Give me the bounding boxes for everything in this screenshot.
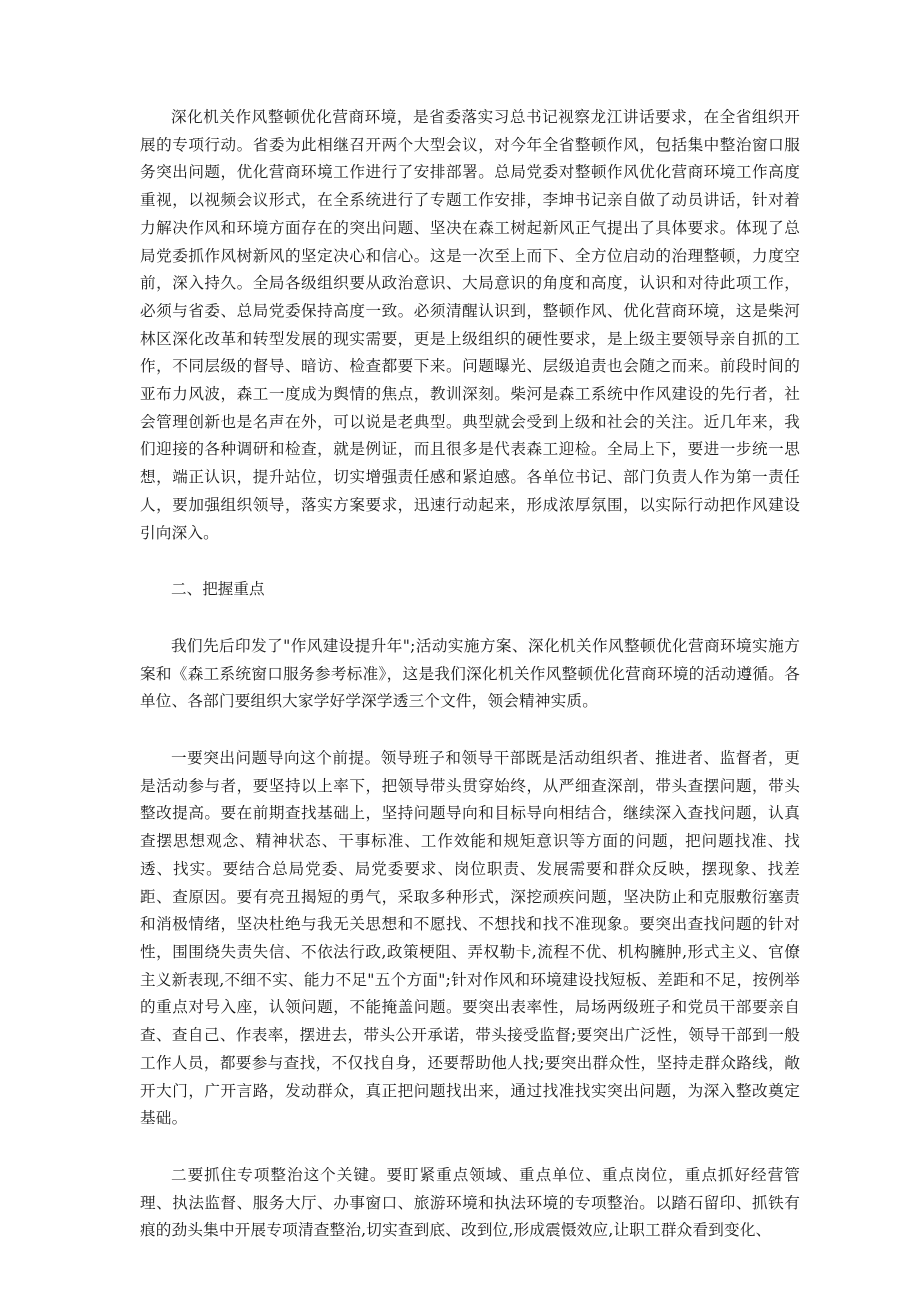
paragraph-intro: 深化机关作风整顿优化营商环境，是省委落实习总书记视察龙江讲话要求，在全省组织开展的专项行动。省委为此相继召开两个大型会议，对今年全省整顿作风，包括集中整治窗口服务突出问题，优化营商环境工作进行了安排部署。总局党委对整顿作风优化营商环境工作高度重视，以视频会议形式，在全系统进行了专题工作安排，李坤书记亲自做了动员讲话，针对着力解决作风和环境方面存在的突出问题、坚决在森工树起新风正气提出了具体要求。体现了总局党委抓作风树新风的坚定决心和信心。这是一次至上而下、全方位启动的治理整顿，力度空前，深入持久。全局各级组织要从政治意识、大局意识的角度和高度，认识和对待此项工作，必须与省委、总局党委保持高度一致。必须清醒认识到，整顿作风、优化营商环境，这是柴河林区深化改革和转型发展的现实需要，更是上级组织的硬性要求，是上级主要领导亲自抓的工作，不同层级的督导、暗访、检查都要下来。问题曝光、层级追责也会随之而来。前段时间的亚布力风波，森工一度成为舆情的焦点，教训深刻。柴河是森工系统中作风建设的先行者，社会管理创新也是名声在外，可以说是老典型。典型就会受到上级和社会的关注。近几年来，我们迎接的各种调研和检查，就是例证，而且很多是代表森工迎检。全局上下，要进一步统一思想，端正认识，提升站位，切实增强责任感和紧迫感。各单位书记、部门负责人作为第一责任人，要加强组织领导，落实方案要求，迅速行动起来，形成浓厚氛围，以实际行动把作风建设引向深入。 <box>140 108 800 542</box>
paragraph-problem-orientation: 一要突出问题导向这个前提。领导班子和领导干部既是活动组织者、推进者、监督者，更是活动参与者，要坚持以上率下，把领导带头贯穿始终，从严细查深剖，带头查摆问题，带头整改提高。要在前期查找基础上，坚持问题导向和目标导向相结合，继续深入查找问题，认真查摆思想观念、精神状态、干事标准、工作效能和规矩意识等方面的问题，把问题找准、找透、找实。要结合总局党委、局党委要求、岗位职责、发展需要和群众反映，摆现象、找差距、查原因。要有亮丑揭短的勇气，采取多种形式，深挖顽疾问题，坚决防止和克服敷衍塞责和消极情绪，坚决杜绝与我无关思想和不愿找、不想找和找不准现象。要突出查找问题的针对性，围围绕失责失信、不依法行政,政策梗阻、弄权勒卡,流程不优、机构臃肿,形式主义、官僚主义新表现,不细不实、能力不足"五个方面";针对作风和环境建设找短板、差距和不足，按例举的重点对号入座，认领问题，不能掩盖问题。要突出表率性，局场两级班子和党员干部要亲自查、查自己、作表率，摆进去，带头公开承诺，带头接受监督;要突出广泛性，领导干部到一般工作人员，都要参与查找，不仅找自身，还要帮助他人找;要突出群众性，坚持走群众路线，敞开大门，广开言路，发动群众，真正把问题找出来，通过找准找实突出问题，为深入整改奠定基础。 <box>140 749 800 1128</box>
document-page <box>140 104 800 1245</box>
paragraph-documents: 我们先后印发了"作风建设提升年";活动实施方案、深化机关作风整顿优化营商环境实施方案和《森工系统窗口服务参考标准》，这是我们深化机关作风整顿优化营商环境的活动遵循。各单位、各部门要组织大家学好学深学透三个文件，领会精神实质。 <box>140 636 800 711</box>
paragraph-special-rectification: 二要抓住专项整治这个关键。要盯紧重点领域、重点单位、重点岗位，重点抓好经营管理、执法监督、服务大厅、办事窗口、旅游环境和执法环境的专项整治。以踏石留印、抓铁有痕的劲头集中开展专项清查整治,切实查到底、改到位,形成震慑效应,让职工群众看到变化、 <box>140 1165 800 1240</box>
section-heading-focus: 二、把握重点 <box>171 580 265 599</box>
